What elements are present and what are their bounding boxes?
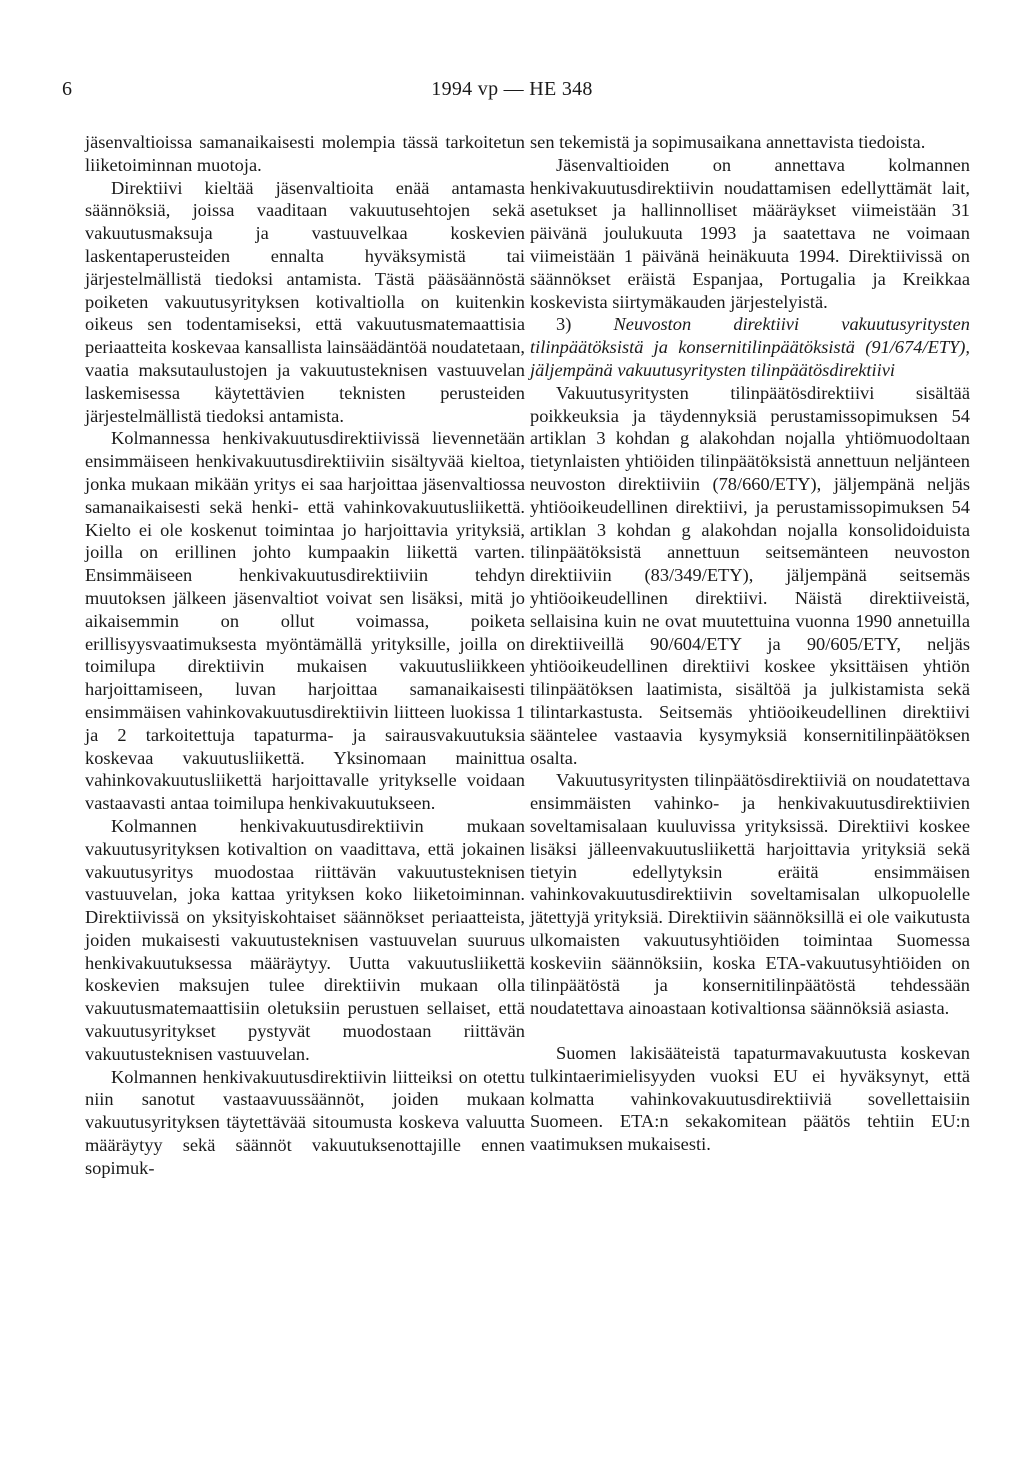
page-header	[0, 78, 1024, 108]
left-paragraph-4: Kolmannen henkivakuutusdirektiivin mukaan vakuutusyrityksen kotivaltion on vaadittava, että jokainen vakuutusyritys muodostaa riittävän vakuutusteknisen vastuuvelan, joka kattaa yrityksen koko liiketoiminnan. Direktiivissä on yksityiskohtaiset säännökset periaatteista, joiden mukaisesti vakuutusteknisen vastuuvelan suuruus henkivakuutuksessa määräytyy. Uutta vakuutusliikettä koskevien maksujen tulee direktiivin mukaan olla vakuutusmatemaattisiin oletuksiin perustuen sellaiset, että vakuutusyritykset pystyvät muodostaan riittävän vakuutusteknisen vastuuvelan.	[85, 815, 525, 1064]
right-paragraph-2: Vakuutusyritysten tilinpäätösdirektiivi sisältää poikkeuksia ja täydennyksiä perustamissopimuksen 54 artiklan 3 kohdan g alakohdan nojalla yhtiömuodoltaan tietynlaisten yhtiöiden tilinpäätöksistä annettuun neljänteen neuvoston direktiiviin (78/660/ETY), jäljempänä neljäs yhtiöoikeudellinen direktiivi, ja perustamissopimuksen 54 artiklan 3 kohdan g alakohdan nojalla konsolidoiduista tilinpäätöksistä annettuun seitsemänteen neuvoston direktiiviin (83/349/ETY), jäljempänä seitsemäs yhtiöoikeudellinen direktiivi. Näistä direktiiveistä, sellaisina kuin ne ovat muutettuina vuonna 1990 annetuilla direktiiveillä 90/604/ETY ja 90/605/ETY, neljäs yhtiöoikeudellinen direktiivi koskee yksittäisen yhtiön tilinpäätöksen laatimista, sisältöä ja julkistamista sekä tilintarkastusta. Seitsemäs yhtiöoikeudellinen direktiivi sääntelee vastaavia kysymyksiä konsernitilinpäätöksen osalta.	[530, 382, 970, 768]
page-number: 6	[62, 78, 72, 100]
section-heading	[530, 313, 970, 381]
right-column	[530, 131, 970, 1156]
right-paragraph-4: Suomen lakisääteistä tapaturmavakuutusta koskevan tulkintaerimielisyyden vuoksi EU ei hyväksynyt, että kolmatta vahinkovakuutusdirektiiviä sovellettaisiin Suomeen. ETA:n sekakomitean päätös tehtiin EU:n vaatimuksen mukaisesti.	[530, 1043, 970, 1155]
right-paragraph-3: Vakuutusyritysten tilinpäätösdirektiiviä on noudatettava ensimmäisten vahinko- ja henkivakuutusdirektiivien soveltamisalaan kuuluvissa yrityksissä. Direktiivi koskee lisäksi jälleenvakuutusliikettä harjoittavia yrityksiä sekä tietyin edellytyksin eräitä ensimmäisen vahinkovakuutusdirektiivin soveltamisalan ulkopuolelle jätettyjä yrityksiä. Direktiivin säännöksillä ei ole vaikutusta ulkomaisten vakuutusyhtiöiden toimintaa Suomessa koskeviin säännöksiin, koska ETA-vakuutusyhtiöiden on tilinpäätöstä ja konsernitilinpäätöstä tehdessään noudatettava ainoastaan kotivaltionsa säännöksiä asiasta.	[530, 770, 970, 1019]
left-column	[85, 131, 525, 1180]
left-paragraph-1: jäsenvaltioissa samanaikaisesti molempia tässä tarkoitetun liiketoiminnan muotoja.	[85, 132, 525, 175]
right-paragraph-1: Jäsenvaltioiden on annettava kolmannen henkivakuutusdirektiivin noudattamisen edellyttämät lait, asetukset ja hallinnolliset määräykset viimeistään 31 päivänä joulukuuta 1993 ja saatettava ne voimaan viimeistään 1 päivänä heinäkuuta 1994. Direktiivissä on säännökset eräistä Espanjaa, Portugalia ja Kreikkaa koskevista siirtymäkauden järjestelyistä.	[530, 154, 970, 312]
section-number: 3)	[556, 314, 572, 335]
left-paragraph-5: Kolmannen henkivakuutusdirektiivin liitteiksi on otettu niin sanotut vastaavuussäännöt, joiden mukaan vakuutusyrityksen täytettävää sitoumusta koskeva valuutta määräytyy sekä säännöt vakuutuksenottajille ennen sopimuk-	[85, 1066, 525, 1178]
left-paragraph-3: Kolmannessa henkivakuutusdirektiivissä lievennetään ensimmäiseen henkivakuutusdirektiiviin sisältyvää kieltoa, jonka mukaan mikään yritys ei saa harjoittaa jäsenvaltiossa samanaikaisesti sekä henki- että vahinkovakuutusliikettä. Kielto ei ole koskenut toimintaa jo harjoittavia yrityksiä, joilla on erillinen johto kumpaakin liikettä varten. Ensimmäiseen henkivakuutusdirektiiviin tehdyn muutoksen jälkeen jäsenvaltiot voivat sen lisäksi, mitä jo aikaisemmin on ollut voimassa, poiketa erillisyysvaatimuksesta myöntämällä yrityksille, joilla on toimilupa direktiivin mukaisen vakuutusliikkeen harjoittamiseen, luvan harjoittaa samanaikaisesti ensimmäisen vahinkovakuutusdirektiivin liitteen luokissa 1 ja 2 tarkoitettuja tapaturma- ja sairausvakuutuksia koskevaa vakuutusliikettä. Yksinomaan mainittua vahinkovakuutusliikettä harjoittavalle yritykselle voidaan vastaavasti antaa toimilupa henkivakuutukseen.	[85, 428, 525, 814]
section-heading-text: Neuvoston direktiivi vakuutusyritysten tilinpäätöksistä ja konsernitilinpäätöksistä (91/674/ETY), jäljempänä vakuutusyritysten tilinpäätösdirektiivi	[530, 314, 970, 380]
right-continuation: sen tekemistä ja sopimusaikana annettavista tiedoista.	[530, 132, 926, 152]
left-paragraph-2: Direktiivi kieltää jäsenvaltioita enää antamasta säännöksiä, joissa vaaditaan vakuutusehtojen sekä vakuutusmaksuja ja vastuuvelkaa koskevien laskentaperusteiden ennalta hyväksymistä tai järjestelmällistä tiedoksi antamista. Tästä pääsäännöstä poiketen vakuutusyrityksen kotivaltiolla on kuitenkin oikeus sen todentamiseksi, että vakuutusmatemaattisia periaatteita koskevaa kansallista lainsäädäntöä noudatetaan, vaatia maksutaulustojen ja vakuutusteknisen vastuuvelan laskemisessa käytettävien teknisten perusteiden järjestelmällistä tiedoksi antamista.	[85, 177, 525, 426]
running-title: 1994 vp — HE 348	[431, 78, 593, 100]
